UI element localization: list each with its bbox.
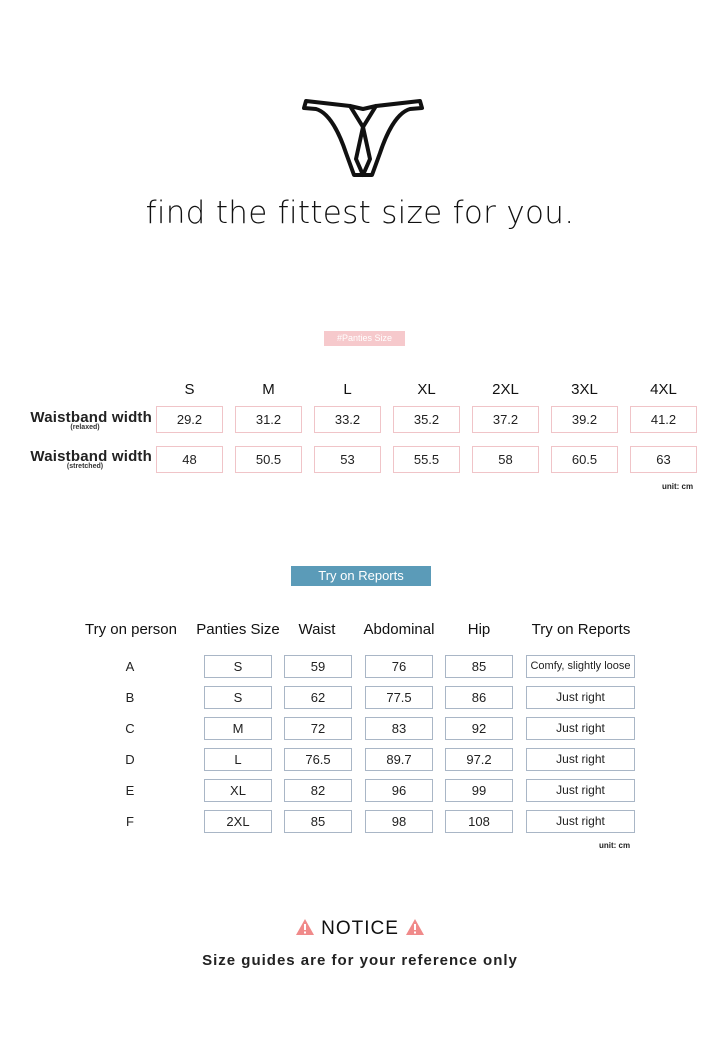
report-cell: 2XL xyxy=(204,810,272,833)
report-cell: 72 xyxy=(284,717,352,740)
size-cell: 33.2 xyxy=(314,406,381,433)
size-header: S xyxy=(184,381,195,398)
report-cell: 108 xyxy=(445,810,513,833)
size-cell: 48 xyxy=(156,446,223,473)
report-cell: 89.7 xyxy=(365,748,433,771)
try-on-person: B xyxy=(125,690,135,705)
warning-triangle-icon xyxy=(405,918,425,936)
report-cell: Just right xyxy=(526,717,635,740)
size-header: 2XL xyxy=(492,381,519,398)
notice-text: Size guides are for your reference only xyxy=(202,952,518,969)
row-label-text: Waistband width xyxy=(30,409,152,426)
try-on-person: D xyxy=(125,752,135,767)
report-cell: 98 xyxy=(365,810,433,833)
report-cell: 76.5 xyxy=(284,748,352,771)
report-cell: L xyxy=(204,748,272,771)
column-header: Waist xyxy=(298,621,336,638)
row-label-sub: (stretched) xyxy=(66,463,104,470)
size-cell: 39.2 xyxy=(551,406,618,433)
report-cell: 92 xyxy=(445,717,513,740)
try-on-reports-tag: Try on Reports xyxy=(291,566,431,586)
report-cell: Just right xyxy=(526,686,635,709)
notice-title: NOTICE xyxy=(321,918,399,939)
unit-label: unit: cm xyxy=(662,482,694,491)
report-cell: S xyxy=(204,686,272,709)
size-header: L xyxy=(343,381,352,398)
report-cell: 59 xyxy=(284,655,352,678)
report-cell: Comfy, slightly loose xyxy=(526,655,635,678)
report-cell: S xyxy=(204,655,272,678)
report-cell: 76 xyxy=(365,655,433,678)
size-cell: 58 xyxy=(472,446,539,473)
report-cell: 86 xyxy=(445,686,513,709)
size-cell: 41.2 xyxy=(630,406,697,433)
report-cell: 97.2 xyxy=(445,748,513,771)
report-cell: 99 xyxy=(445,779,513,802)
report-cell: 96 xyxy=(365,779,433,802)
try-on-person: C xyxy=(125,721,135,736)
size-cell: 37.2 xyxy=(472,406,539,433)
size-cell: 53 xyxy=(314,446,381,473)
column-header: Abdominal xyxy=(363,621,435,638)
report-cell: Just right xyxy=(526,748,635,771)
report-cell: 82 xyxy=(284,779,352,802)
report-cell: Just right xyxy=(526,810,635,833)
size-cell: 31.2 xyxy=(235,406,302,433)
row-label-relaxed xyxy=(18,409,152,431)
report-cell: 85 xyxy=(284,810,352,833)
column-header: Panties Size xyxy=(196,621,280,638)
column-header: Try on Reports xyxy=(531,621,631,638)
size-header: 3XL xyxy=(571,381,598,398)
warning-triangle-icon xyxy=(295,918,315,936)
size-cell: 55.5 xyxy=(393,446,460,473)
column-header: Hip xyxy=(467,621,491,638)
unit-label: unit: cm xyxy=(599,841,631,850)
report-cell: M xyxy=(204,717,272,740)
notice-heading xyxy=(0,918,720,940)
try-on-person: E xyxy=(125,783,135,798)
try-on-person: A xyxy=(125,659,135,674)
size-cell: 50.5 xyxy=(235,446,302,473)
try-on-person: F xyxy=(126,814,134,829)
row-label-text: Waistband width xyxy=(30,448,152,465)
column-header: Try on person xyxy=(85,621,177,638)
panties-size-tag: #Panties Size xyxy=(324,331,405,346)
row-label-sub: (relaxed) xyxy=(70,424,100,431)
report-cell: 85 xyxy=(445,655,513,678)
page-headline: find the fittest size for you. xyxy=(145,195,575,231)
report-cell: 83 xyxy=(365,717,433,740)
size-header: M xyxy=(262,381,275,398)
panties-outline-icon xyxy=(300,95,426,181)
report-cell: XL xyxy=(204,779,272,802)
size-header: XL xyxy=(417,381,436,398)
size-cell: 63 xyxy=(630,446,697,473)
size-header: 4XL xyxy=(650,381,677,398)
row-label-stretched xyxy=(18,448,152,470)
report-cell: Just right xyxy=(526,779,635,802)
size-cell: 29.2 xyxy=(156,406,223,433)
report-cell: 62 xyxy=(284,686,352,709)
size-cell: 60.5 xyxy=(551,446,618,473)
size-cell: 35.2 xyxy=(393,406,460,433)
report-cell: 77.5 xyxy=(365,686,433,709)
